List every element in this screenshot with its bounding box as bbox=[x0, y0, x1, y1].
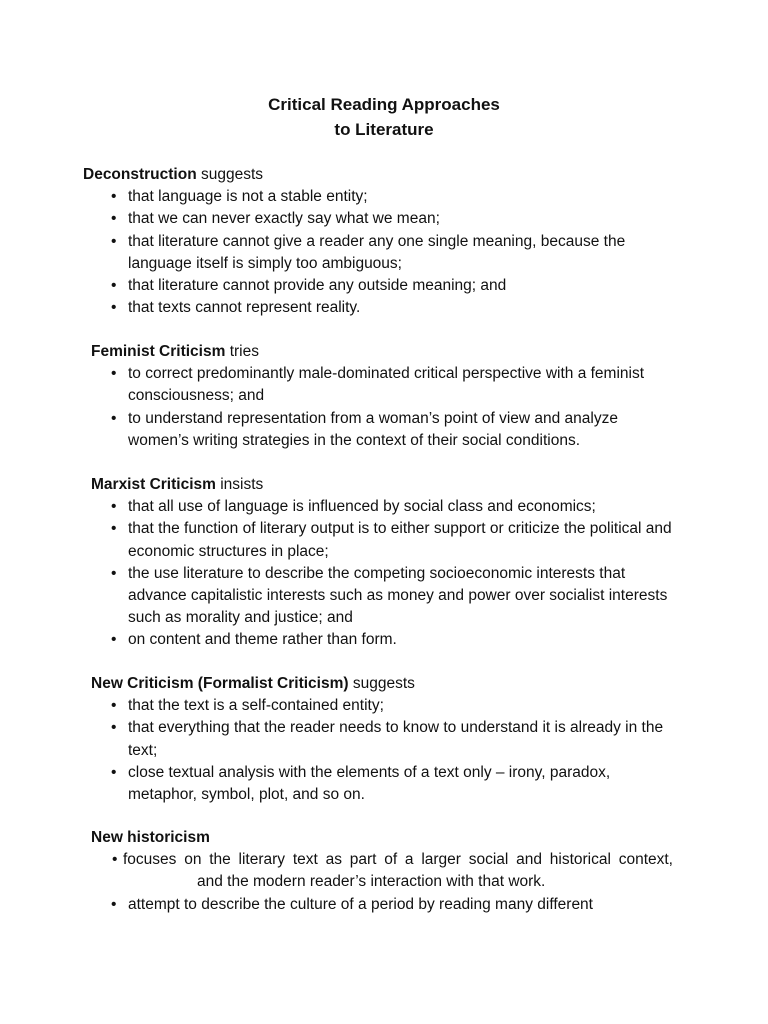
section-term: Marxist Criticism bbox=[91, 476, 216, 493]
section-heading bbox=[83, 164, 683, 186]
bullet-list bbox=[83, 695, 683, 806]
list-item: • close textual analysis with the elements of a text only – irony, paradox, metaphor, symbol, plot, and so on. bbox=[83, 762, 683, 806]
section-new-historicism bbox=[91, 827, 673, 916]
list-item: • on content and theme rather than form. bbox=[83, 629, 683, 651]
list-item: • that literature cannot give a reader any one single meaning, because the language itself is simply too ambiguous; bbox=[83, 231, 683, 275]
section-new-criticism bbox=[91, 673, 683, 806]
list-item: • the use literature to describe the competing socioeconomic interests that advance capitalistic interests such as money and power over socialist interests such as morality and justice; and bbox=[83, 563, 683, 630]
list-item: • that texts cannot represent reality. bbox=[83, 297, 683, 319]
section-heading bbox=[91, 474, 683, 496]
list-item: • that language is not a stable entity; bbox=[83, 186, 683, 208]
section-term: Feminist Criticism bbox=[91, 343, 226, 360]
list-item: • attempt to describe the culture of a period by reading many different bbox=[83, 894, 673, 916]
list-item: • that literature cannot provide any outside meaning; and bbox=[83, 275, 683, 297]
section-deconstruction bbox=[83, 164, 683, 319]
title-line-1: Critical Reading Approaches bbox=[268, 95, 500, 114]
list-item: • to correct predominantly male-dominated critical perspective with a feminist consciousness; and bbox=[83, 363, 683, 407]
bullet-list bbox=[83, 186, 683, 319]
section-term: New historicism bbox=[91, 829, 210, 846]
section-term: New Criticism (Formalist Criticism) bbox=[91, 675, 349, 692]
list-item: • that everything that the reader needs to know to understand it is already in the text; bbox=[83, 717, 683, 761]
list-item: • that all use of language is influenced by social class and economics; bbox=[83, 496, 683, 518]
list-item: • to understand representation from a woman’s point of view and analyze women’s writing strategies in the context of their social conditions. bbox=[83, 408, 683, 452]
section-term: Deconstruction bbox=[83, 166, 197, 183]
list-item: • focuses on the literary text as part of a larger social and historical context,and the modern reader’s interaction with that work. bbox=[112, 851, 673, 891]
bullet-list bbox=[83, 363, 683, 452]
section-verb: suggests bbox=[201, 166, 264, 183]
section-heading bbox=[91, 673, 683, 695]
section-verb: tries bbox=[229, 343, 259, 360]
bullet-list bbox=[83, 894, 673, 916]
section-feminist-criticism bbox=[91, 341, 683, 452]
document-title bbox=[0, 92, 768, 142]
list-item: • that we can never exactly say what we mean; bbox=[83, 208, 683, 230]
section-heading bbox=[91, 341, 683, 363]
bullet-list bbox=[83, 496, 683, 651]
section-verb: insists bbox=[220, 476, 264, 493]
bullet-glyph: • bbox=[112, 851, 118, 869]
section-heading bbox=[91, 827, 673, 849]
section-verb: suggests bbox=[352, 675, 415, 692]
title-line-2: to Literature bbox=[334, 120, 434, 139]
section-marxist-criticism bbox=[91, 474, 683, 652]
list-item: • that the text is a self-contained entity; bbox=[83, 695, 683, 717]
list-item: • that the function of literary output is to either support or criticize the political and economic structures in place; bbox=[83, 518, 683, 562]
